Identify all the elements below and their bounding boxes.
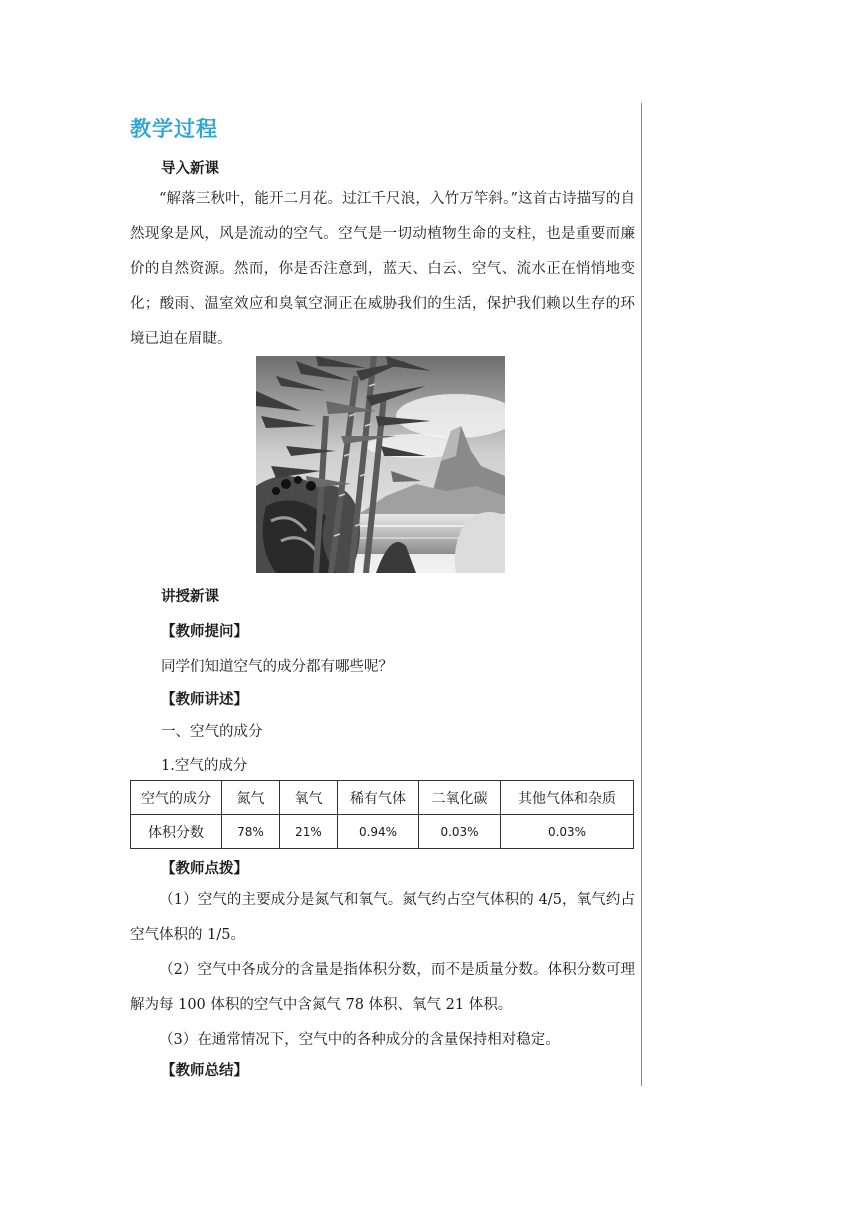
section-one-title: 一、空气的成分 (161, 724, 263, 740)
air-composition-table (130, 780, 634, 849)
table-header-cell: 氮气 (222, 781, 280, 815)
teacher-question-text: 同学们知道空气的成分都有哪些呢？ (161, 659, 393, 675)
teacher-tip-2-text: （2）空气中各成分的含量是指体积分数，而不是质量分数。体积分数可理解为每 100 体积的空气中含氮气 78 体积、氧气 21 体积。 (130, 962, 635, 1013)
table-header-cell: 氧气 (280, 781, 338, 815)
teacher-tip-1-text: （1）空气的主要成分是氮气和氧气。氮气约占空气体积的 4/5，氧气约占空气体积的 1/5。 (130, 892, 635, 943)
table-cell: 78% (222, 815, 280, 849)
table-cell: 0.03% (501, 815, 634, 849)
table-header-cell: 稀有气体 (338, 781, 419, 815)
bamboo-landscape-image (256, 356, 505, 573)
table-cell: 21% (280, 815, 338, 849)
teacher-summary-label: 【教师总结】 (161, 1062, 248, 1079)
new-lesson-heading: 讲授新课 (161, 588, 219, 605)
table-cell: 0.94% (338, 815, 419, 849)
teacher-tips-label: 【教师点拨】 (161, 860, 248, 877)
intro-paragraph (130, 182, 635, 357)
teacher-tip-2 (130, 953, 635, 1023)
section-title: 教学过程 (130, 117, 218, 141)
table-header-cell: 其他气体和杂质 (501, 781, 634, 815)
intro-paragraph-text: “解落三秋叶，能开二月花。过江千尺浪，入竹万竿斜。”这首古诗描写的自然现象是风，风是流动的空气。空气是一切动植物生命的支柱，也是重要而廉价的自然资源。然而，你是否注意到，蓝天、白云、空气、流水正在悄悄地变化；酸雨、温室效应和臭氧空洞正在威胁我们的生活，保护我们赖以生存的环境已迫在眉睫。 (130, 191, 635, 347)
bamboo-landscape-illustration (256, 356, 505, 573)
vertical-rule (641, 103, 642, 1086)
teacher-tip-3 (130, 1023, 635, 1058)
table-header-cell: 空气的成分 (131, 781, 222, 815)
intro-heading: 导入新课 (161, 160, 219, 177)
table-header-row (131, 781, 634, 815)
subsection-one-title: 1.空气的成分 (161, 758, 248, 774)
teacher-tip-3-text: （3）在通常情况下，空气中的各种成分的含量保持相对稳定。 (159, 1032, 560, 1048)
table-row-label: 体积分数 (131, 815, 222, 849)
table-header-cell: 二氧化碳 (419, 781, 501, 815)
teacher-tip-1 (130, 883, 635, 953)
teacher-lecture-label: 【教师讲述】 (161, 691, 248, 708)
table-cell: 0.03% (419, 815, 501, 849)
table-row (131, 815, 634, 849)
teacher-question-label: 【教师提问】 (161, 623, 248, 640)
